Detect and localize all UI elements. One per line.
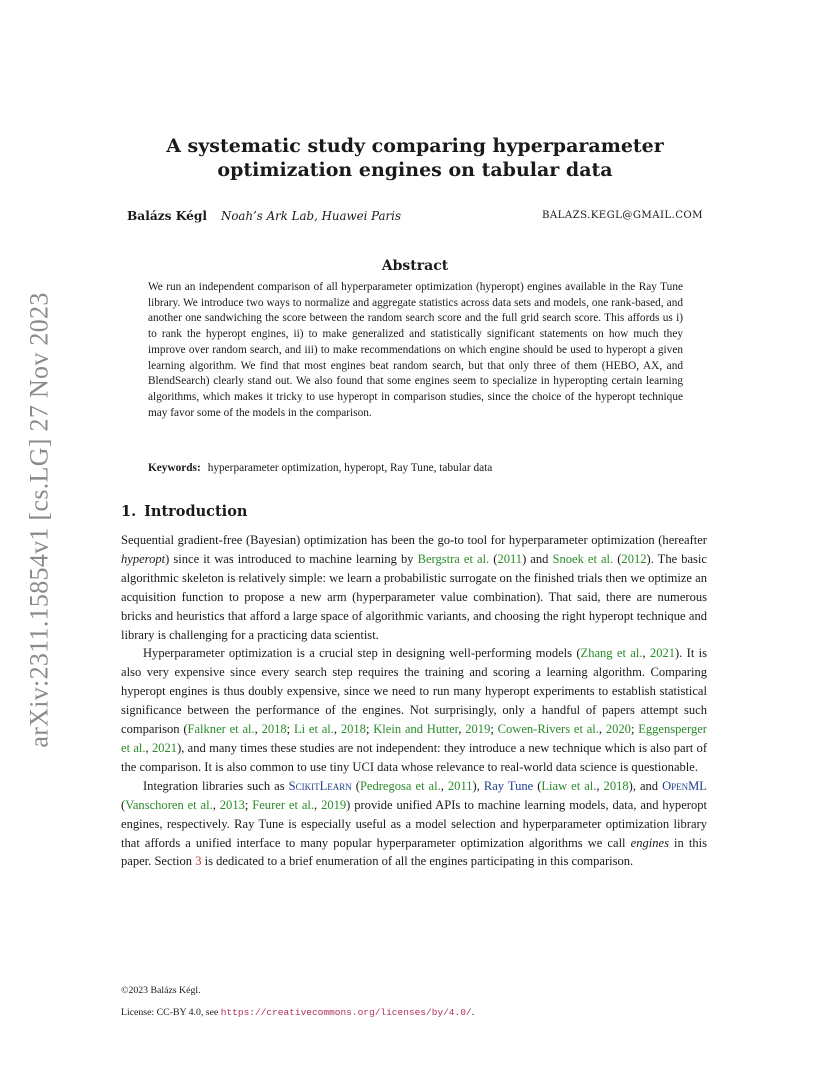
abstract-body (148, 280, 683, 421)
text-span: ; (286, 722, 294, 737)
text-span: , (314, 797, 322, 812)
text-span: ). The basic algorithmic skeleton is relatively simple: we learn a probabilistic surrogate on the finished trials then we optimize an acquisition function to propose a new arm (hyperparameter value combination). That said, there are numerous bricks and heuristics that afford a large space of algorithmic variants, and choosing the right hyperopt technique and library is challenging for a practicing data scientist. (121, 551, 707, 642)
keywords-list: hyperparameter optimization, hyperopt, Ray Tune, tabular data (207, 462, 493, 474)
citation-link[interactable]: Klein and Hutter (373, 722, 459, 737)
text-span: , (642, 646, 650, 661)
license-suffix: . (471, 1007, 475, 1018)
text-span: Hyperparameter optimization is a crucial step in designing well-performing models ( (143, 646, 581, 661)
text-span: ; (630, 722, 639, 737)
text-span: ( (351, 778, 360, 793)
text-span: ) provide unified APIs to machine learning models, data, and hyperopt engines, respectively. Ray Tune is especially useful as a model selection and hyperparameter optimization library that affords a unified interface to many popular hyperparameter optimization algorithms we call (121, 797, 707, 850)
citation-link[interactable]: 2019 (321, 797, 347, 812)
introduction-body (121, 531, 707, 871)
citation-link[interactable]: 2020 (605, 722, 631, 737)
citation-link[interactable]: Snoek et al. (552, 551, 614, 566)
author-email: BALAZS.KEGL@GMAIL.COM (542, 210, 703, 221)
citation-link[interactable]: 2018 (340, 722, 366, 737)
arxiv-identifier-text: arXiv:2311.15854v1 [cs.LG] 27 Nov 2023 (25, 292, 54, 748)
text-span: , (254, 722, 262, 737)
text-span: ), (472, 778, 484, 793)
paragraph-2 (121, 644, 707, 776)
emphasis: hyperopt (121, 551, 166, 566)
citation-link[interactable]: Feurer et al. (252, 797, 315, 812)
license-url-link[interactable]: https://creativecommons.org/licenses/by/4.0/ (220, 1007, 472, 1018)
text-span: ( (121, 797, 126, 812)
text-span: , (596, 778, 604, 793)
citation-link[interactable]: Eggensperger et al. (121, 722, 707, 755)
section-reference-link[interactable]: 3 (195, 854, 202, 869)
author-affiliation: Noah’s Ark Lab, Huawei Paris (221, 209, 402, 223)
citation-link[interactable]: Pedregosa et al. (359, 778, 441, 793)
citation-link[interactable]: Cowen-Rivers et al. (497, 722, 599, 737)
text-span: , (145, 740, 152, 755)
text-span: ), and (628, 778, 663, 793)
emphasis: engines (630, 835, 669, 850)
keywords-line (148, 462, 683, 474)
library-link-ray-tune[interactable]: Ray Tune (483, 778, 534, 793)
citation-link[interactable]: Zhang et al. (580, 646, 643, 661)
citation-link[interactable]: 2018 (603, 778, 629, 793)
citation-link[interactable]: Li et al. (293, 722, 334, 737)
text-span: , (598, 722, 606, 737)
text-span: ; (490, 722, 498, 737)
citation-link[interactable]: 2011 (497, 551, 523, 566)
citation-link[interactable]: 2021 (649, 646, 676, 661)
section-heading (121, 503, 247, 520)
arxiv-identifier-stamp (20, 280, 60, 760)
abstract-heading: Abstract (381, 258, 449, 274)
citation-link[interactable]: 2019 (465, 722, 491, 737)
citation-link[interactable]: 2021 (151, 740, 178, 755)
text-span: ; (365, 722, 374, 737)
citation-link[interactable]: Vanschoren et al. (125, 797, 213, 812)
citation-link[interactable]: Liaw et al. (541, 778, 597, 793)
text-span: ( (533, 778, 542, 793)
copyright-notice: ©2023 Balázs Kégl. (121, 985, 201, 996)
text-span: , (333, 722, 341, 737)
text-span: in this paper. Section (121, 835, 707, 869)
text-span: ). It is also very expensive since every search step requires the training and scoring a learning algorithm. Comparing hyperopt engines is thus doubly expensive, since we need to run many hyperopt experiments to establish statistical significance between the performance of the engines. Not surprisingly, only a handful of papers attempt such comparison ( (121, 646, 707, 737)
text-span: , (212, 797, 220, 812)
paragraph-3 (121, 777, 707, 872)
library-link-scikitlearn[interactable]: ScikitLearn (288, 778, 352, 793)
abstract-text: We run an independent comparison of all hyperparameter optimization (hyperopt) engines available in the Ray Tune library. We introduce two ways to normalize and aggregate statistics across data sets and models, one rank-based, and another one sandwiching the score between the random search score and the full grid search score. This affords us i) to rank the hyperopt engines, ii) to make generalized and statistically significant statements on how much they improve over random search, and iii) to make recommendations on which engine should be used to hyperopt a given learning algorithm. We find that most engines beat random search, but that only three of them (HEBO, AX, and BlendSearch) clearly stand out. We also found that some engines seem to specialize in hyperopting certain learning algorithms, which makes it tricky to use hyperopt in comparison studies, since the choice of the hyperopt technique may favor some of the models in the comparison. (148, 281, 683, 419)
text-span: ( (613, 551, 622, 566)
page-footer (121, 980, 707, 1024)
citation-link[interactable]: 2013 (219, 797, 245, 812)
text-span: , (458, 722, 466, 737)
paragraph-1 (121, 531, 707, 644)
library-link-openml[interactable]: OpenML (662, 778, 707, 793)
citation-link[interactable]: Falkner et al. (187, 722, 255, 737)
license-prefix: License: CC-BY 4.0, see (121, 1007, 221, 1018)
text-span: ; (244, 797, 253, 812)
author-line (121, 209, 703, 227)
keywords-label: Keywords: (148, 462, 201, 474)
author-name: Balázs Kégl (127, 209, 207, 223)
text-span: Sequential gradient-free (Bayesian) optimization has been the go-to tool for hyperparameter optimization (hereafter (121, 533, 707, 547)
section-title: Introduction (144, 503, 248, 520)
text-span: ) since it was introduced to machine learning by (165, 551, 418, 566)
section-number: 1. (121, 503, 137, 520)
license-line (121, 1002, 707, 1024)
text-span: ) and (522, 551, 553, 566)
citation-link[interactable]: 2011 (447, 778, 473, 793)
text-span: Integration libraries such as (143, 778, 289, 793)
citation-link[interactable]: 2018 (261, 722, 287, 737)
citation-link[interactable]: 2012 (621, 551, 647, 566)
paper-title: A systematic study comparing hyperparameter optimization engines on tabular data (166, 135, 664, 181)
text-span: ), and many times these studies are not independent: they introduce a new technique which is also part of the comparison. It is also common to use tiny UCI data whose relevance to real-world data science is questionable. (121, 740, 707, 774)
text-span: ( (489, 551, 498, 566)
text-span: , (440, 778, 448, 793)
text-span: is dedicated to a brief enumeration of all the engines participating in this comparison. (201, 854, 634, 869)
citation-link[interactable]: Bergstra et al. (417, 551, 490, 566)
